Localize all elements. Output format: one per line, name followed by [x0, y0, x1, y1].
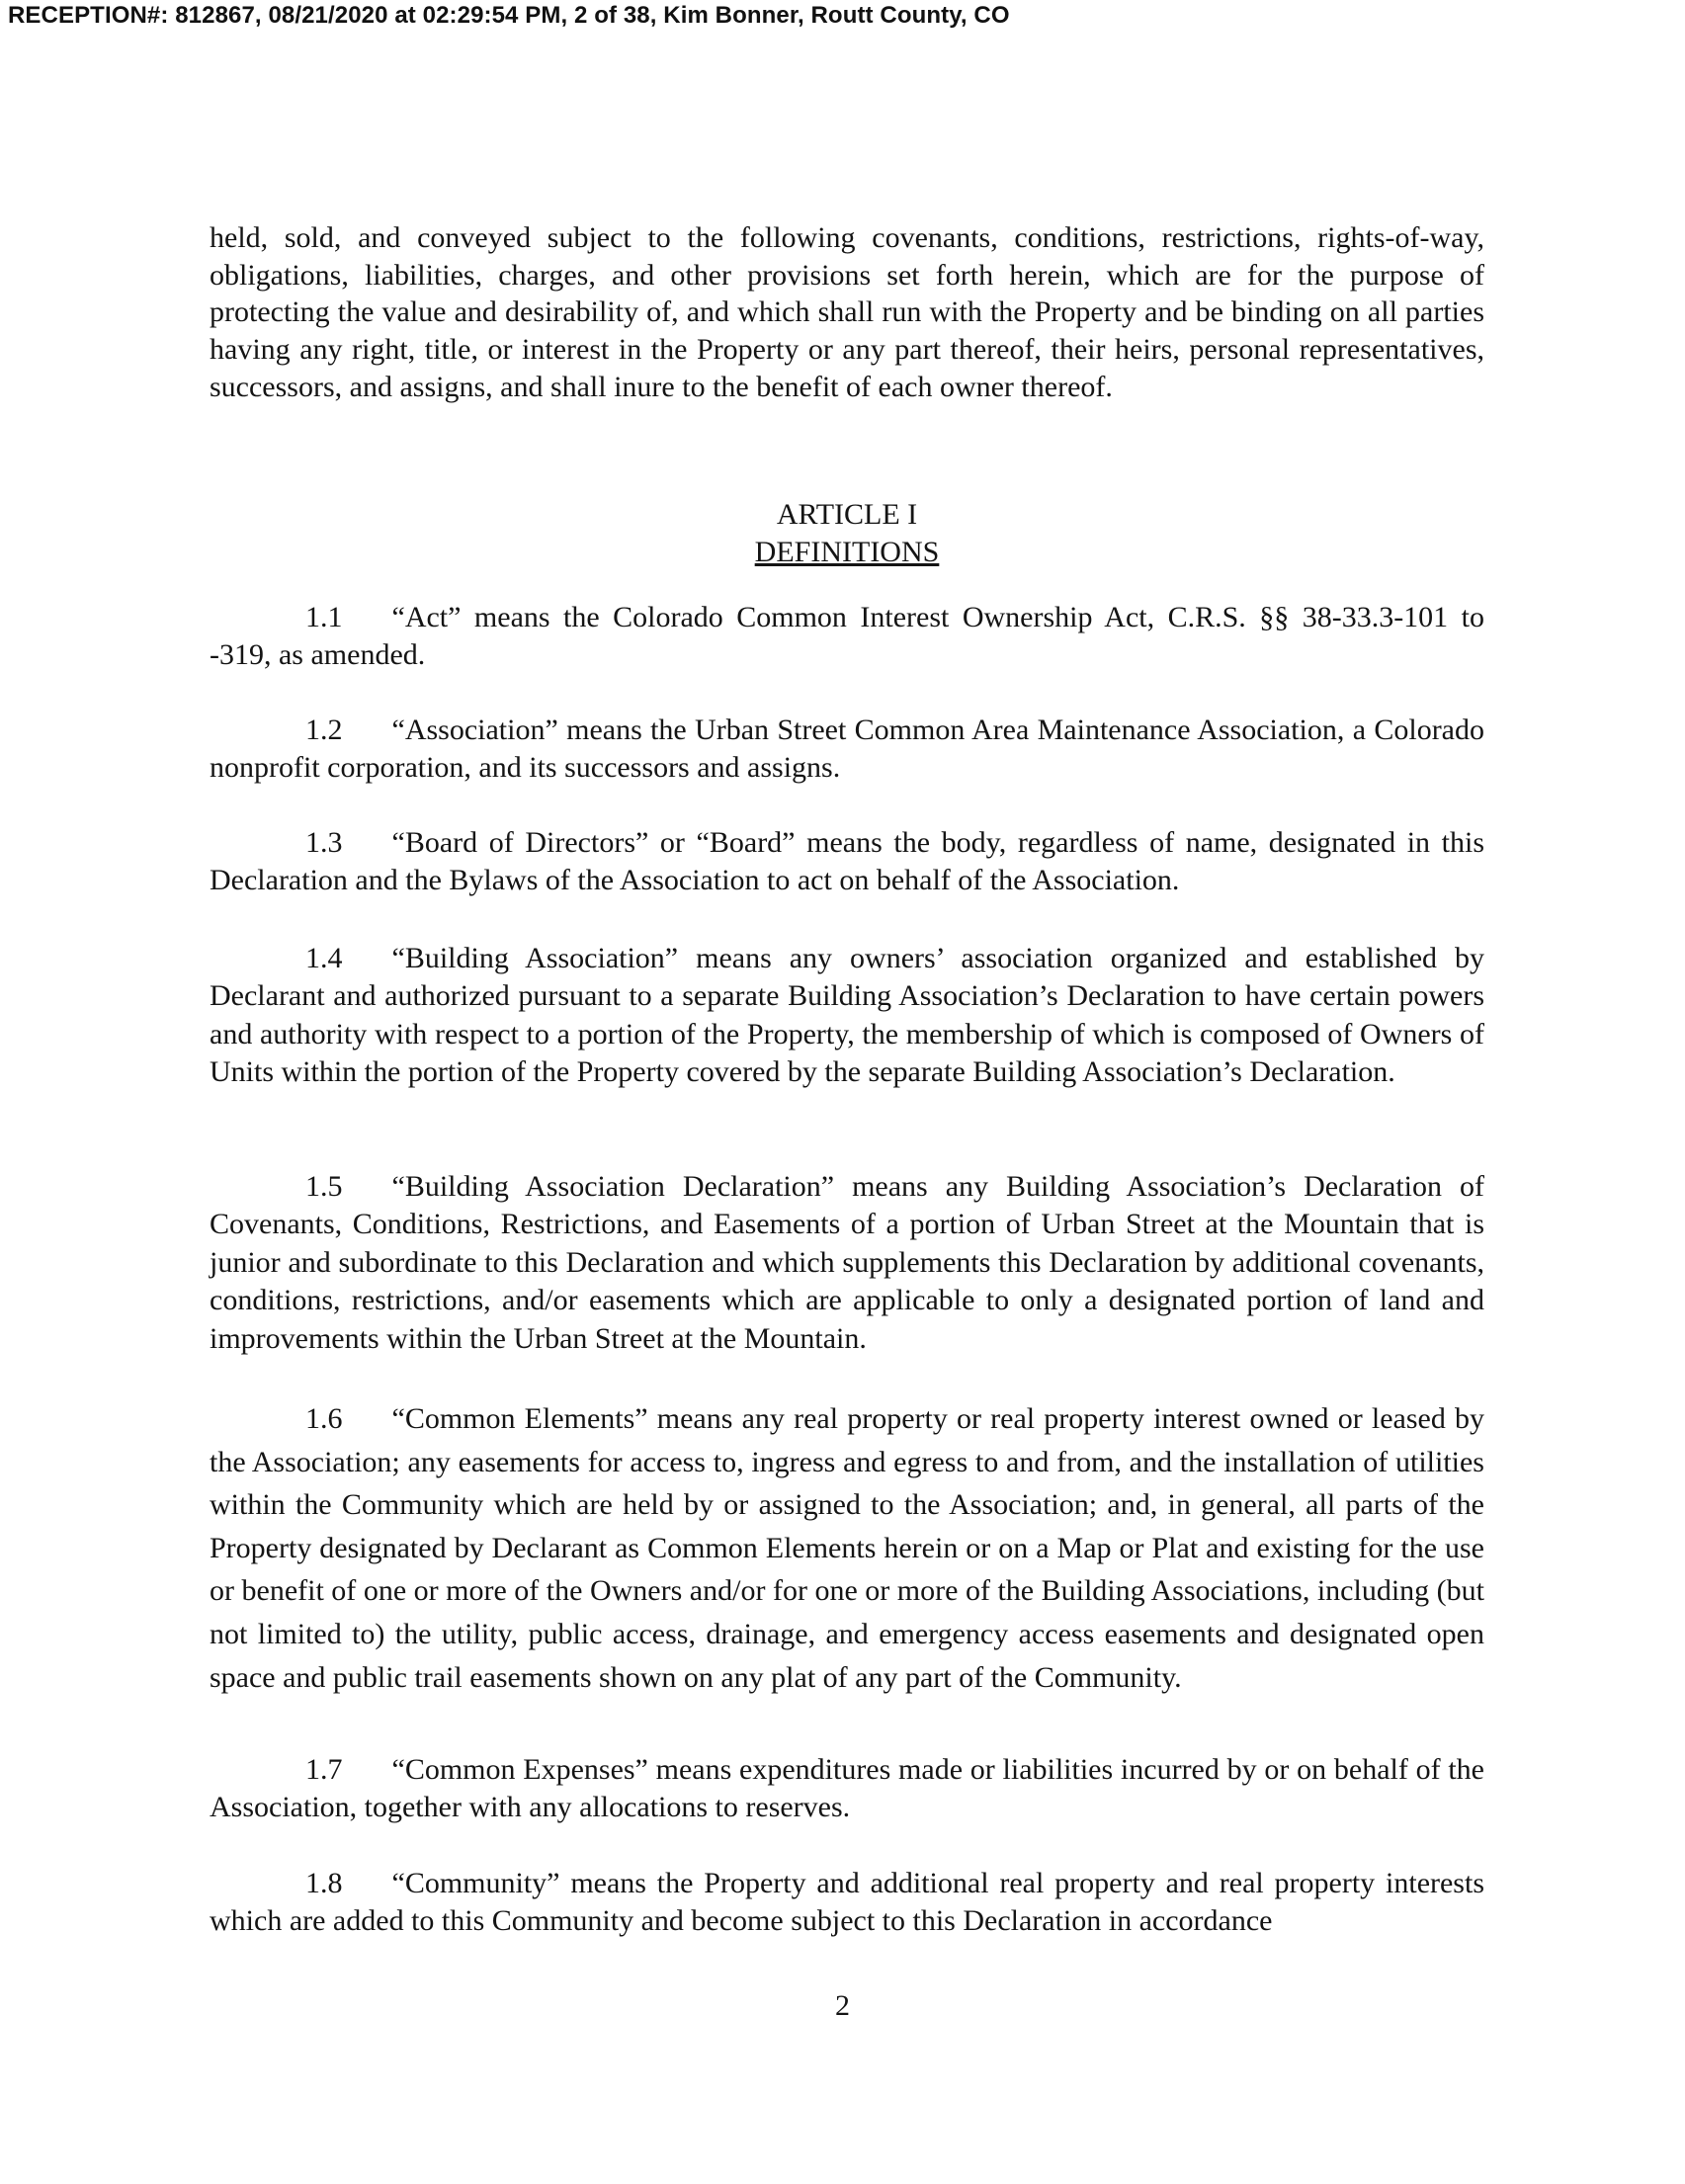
definition-1-8: [210, 1865, 1484, 1940]
definition-1-5: [210, 1168, 1484, 1358]
definition-text: “Building Association Declaration” means any Building Association’s Declaration of Covenants, Conditions, Restrictions, and Easements of a portion of Urban Street at the Mountain that is junior and subordinate to this Declaration and which supplements this Declaration by additional covenants, conditions, restrictions, and/or easements which are applicable to only a designated portion of land and improvements within the Urban Street at the Mountain.: [210, 1170, 1484, 1355]
document-body: [210, 219, 1484, 1937]
definition-text: “Act” means the Colorado Common Interest Ownership Act, C.R.S. §§ 38-33.3-101 to -319, as amended.: [210, 601, 1484, 671]
definition-number: 1.6: [305, 1402, 343, 1435]
definition-number: 1.8: [305, 1867, 343, 1899]
definition-1-7: [210, 1751, 1484, 1826]
definition-number: 1.4: [305, 942, 343, 974]
article-title: DEFINITIONS: [754, 535, 940, 568]
article-heading-block: [210, 496, 1484, 571]
definition-text: “Building Association” means any owners’ association organized and established by Declarant and authorized pursuant to a separate Building Association’s Declaration to have certain powers and authority with respect to a portion of the Property, the membership of which is composed of Owners of Units within the portion of the Property covered by the separate Building Association’s Declaration.: [210, 942, 1484, 1089]
definition-1-1: [210, 599, 1484, 673]
definition-number: 1.2: [305, 714, 343, 746]
definition-text: “Board of Directors” or “Board” means the body, regardless of name, designated in this Declaration and the Bylaws of the Association to act on behalf of the Association.: [210, 826, 1484, 896]
definition-text: “Community” means the Property and additional real property and real property interests which are added to this Community and become subject to this Declaration in accordance: [210, 1867, 1484, 1937]
intro-paragraph: held, sold, and conveyed subject to the following covenants, conditions, restrictions, rights-of-way, obligations, liabilities, charges, and other provisions set forth herein, which are for the purpose of protecting the value and desirability of, and which shall run with the Property and be binding on all parties having any right, title, or interest in the Property or any part thereof, their heirs, personal representatives, successors, and assigns, and shall inure to the benefit of each owner thereof.: [210, 221, 1484, 403]
definition-text: “Common Elements” means any real property or real property interest owned or leased by the Association; any easements for access to, ingress and egress to and from, and the installation of utilities within the Community which are held by or assigned to the Association; and, in general, all parts of the Property designated by Declarant as Common Elements herein or on a Map or Plat and existing for the use or benefit of one or more of the Owners and/or for one or more of the Building Associations, including (but not limited to) the utility, public access, drainage, and emergency access easements and designated open space and public trail easements shown on any plat of any part of the Community.: [210, 1402, 1484, 1694]
definition-text: “Association” means the Urban Street Common Area Maintenance Association, a Colorado nonprofit corporation, and its successors and assigns.: [210, 714, 1484, 784]
definition-number: 1.5: [305, 1170, 343, 1203]
definition-1-3: [210, 824, 1484, 899]
definition-number: 1.3: [305, 826, 343, 859]
recording-stamp: RECEPTION#: 812867, 08/21/2020 at 02:29:54 PM, 2 of 38, Kim Bonner, Routt County, CO: [8, 2, 1010, 29]
definition-1-6: [210, 1397, 1484, 1699]
definition-number: 1.7: [305, 1753, 343, 1786]
article-heading: ARTICLE I: [776, 498, 918, 531]
definition-1-4: [210, 940, 1484, 1092]
page-number: 2: [835, 1989, 850, 2022]
definition-number: 1.1: [305, 601, 343, 633]
definition-1-2: [210, 712, 1484, 786]
definition-text: “Common Expenses” means expenditures made or liabilities incurred by or on behalf of the Association, together with any allocations to reserves.: [210, 1753, 1484, 1823]
